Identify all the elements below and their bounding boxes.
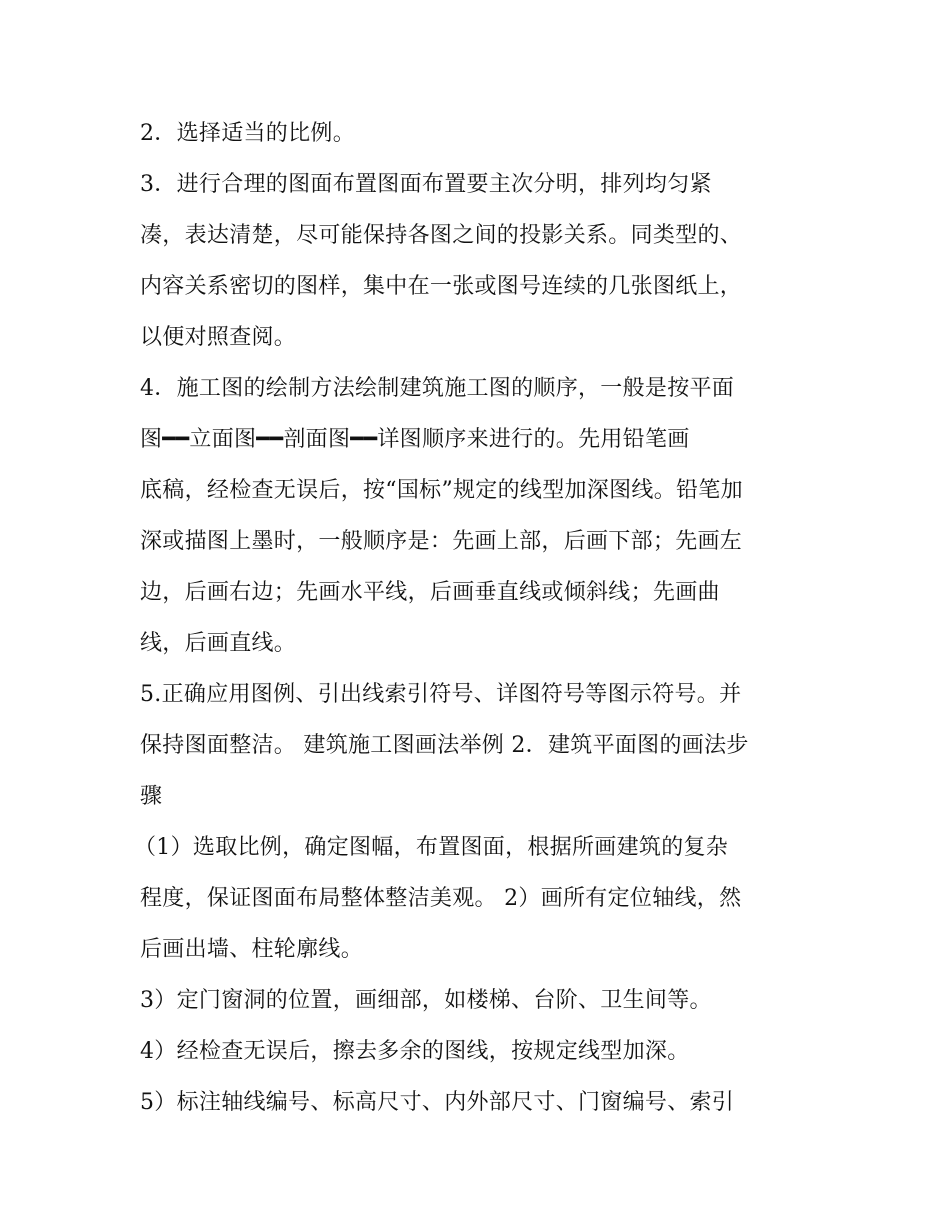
text-line: 深或描图上墨时，一般顺序是：先画上部，后画下部；先画左 (140, 529, 743, 554)
text-line: 程度，保证图面布局整体整洁美观。 2）画所有定位轴线，然 (140, 886, 742, 911)
text-line: 后画出墙、柱轮廓线。 (140, 937, 364, 962)
text-line: 保持图面整洁。 建筑施工图画法举例 2．建筑平面图的画法步 (140, 733, 749, 758)
text-line: 线，后画直线。 (140, 631, 297, 656)
text-line: 4）经检查无误后，擦去多余的图线，按规定线型加深。 (140, 1039, 690, 1064)
text-line: 以便对照查阅。 (140, 325, 297, 350)
text-line: 5.正确应用图例、引出线索引符号、详图符号等图示符号。并 (140, 682, 742, 707)
document-body (134, 108, 820, 1128)
text-line: 5）标注轴线编号、标高尺寸、内外部尺寸、门窗编号、索引 (140, 1090, 735, 1115)
text-line: 骤 (140, 784, 163, 809)
text-line: 底稿，经检查无误后，按“国标”规定的线型加深图线。铅笔加 (140, 478, 743, 503)
text-line: 凑，表达清楚，尽可能保持各图之间的投影关系。同类型的、 (140, 223, 743, 248)
text-line: 内容关系密切的图样，集中在一张或图号连续的几张图纸上， (140, 274, 743, 299)
text-line: 图━━立面图━━剖面图━━详图顺序来进行的。先用铅笔画 (140, 427, 690, 452)
text-line: 3）定门窗洞的位置，画细部，如楼梯、台阶、卫生间等。 (140, 988, 712, 1013)
text-line: 2．选择适当的比例。 (140, 121, 355, 146)
text-line: 4．施工图的绘制方法绘制建筑施工图的顺序，一般是按平面 (140, 376, 735, 401)
text-line: 边，后画右边；先画水平线，后画垂直线或倾斜线；先画曲 (140, 580, 720, 605)
text-line: （1）选取比例，确定图幅，布置图面，根据所画建筑的复杂 (134, 835, 729, 860)
text-line: 3．进行合理的图面布置图面布置要主次分明，排列均匀紧 (140, 172, 712, 197)
